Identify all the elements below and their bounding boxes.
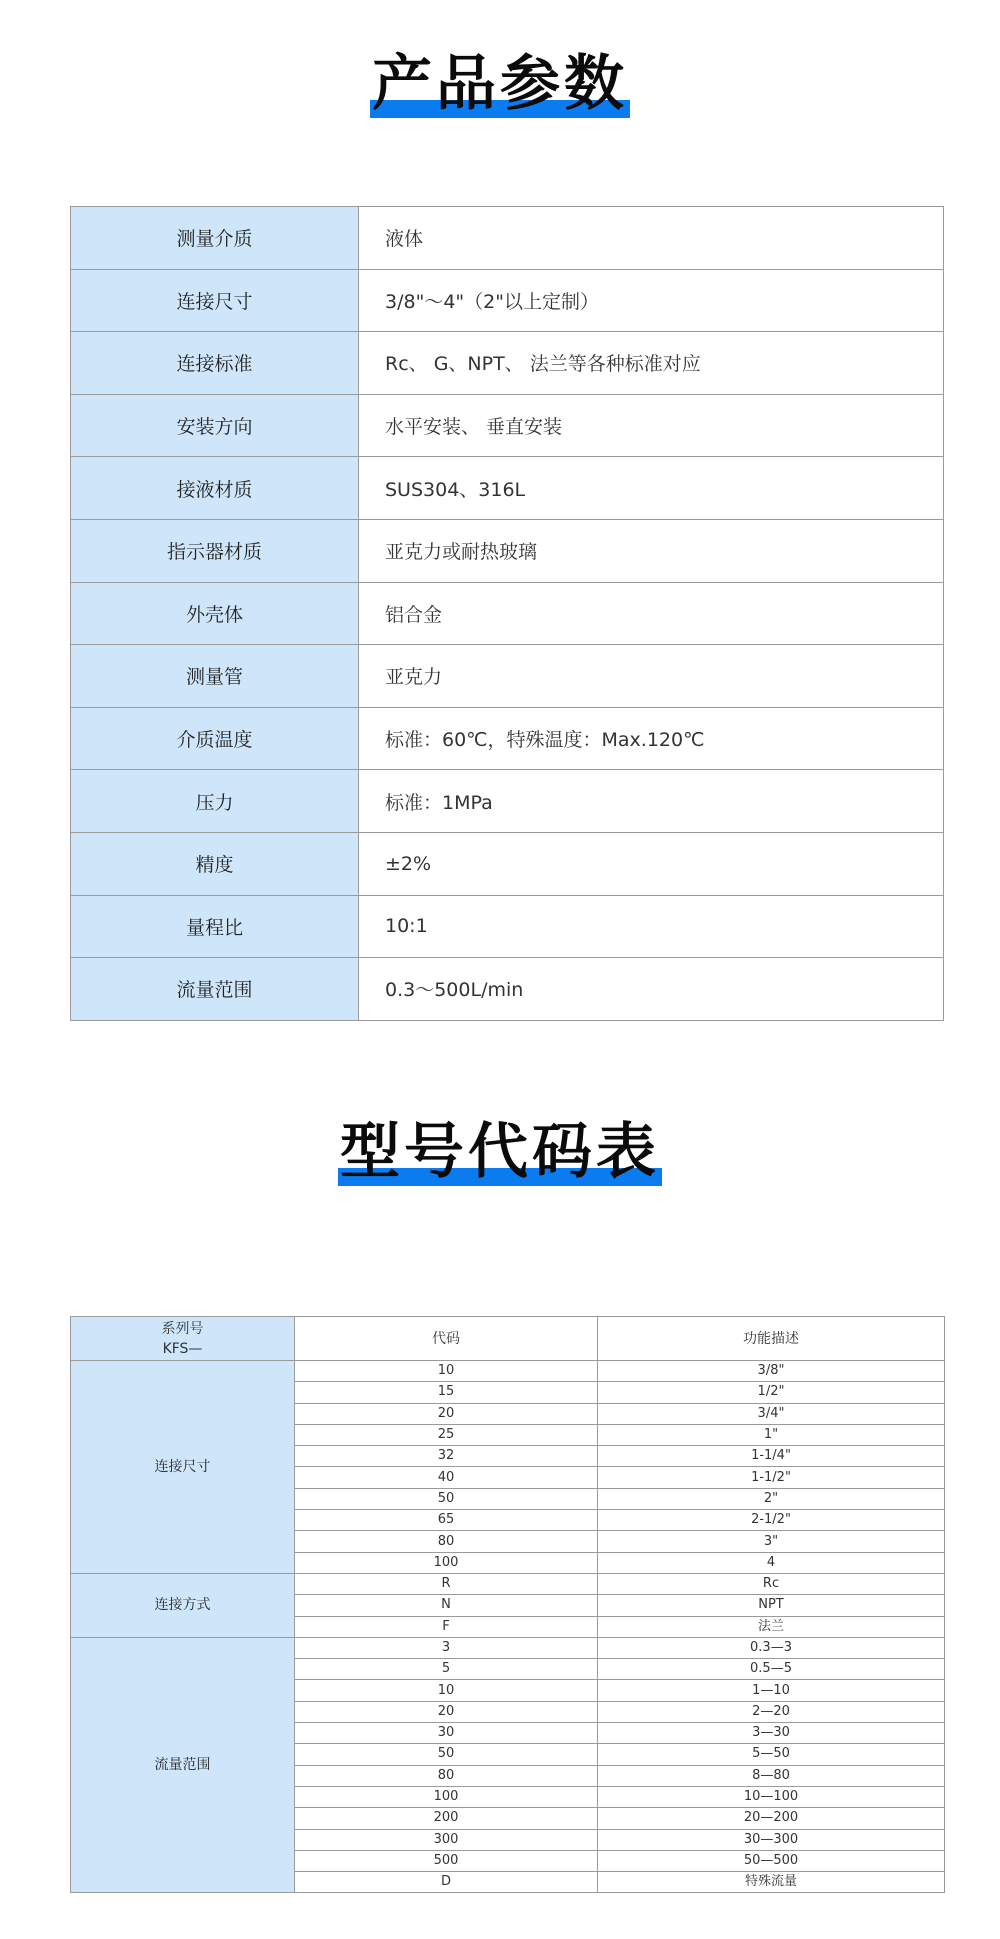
desc-cell: 2" xyxy=(598,1488,945,1509)
params-title-text: 产品参数 xyxy=(372,49,628,119)
param-key: 指示器材质 xyxy=(71,519,359,582)
param-value: 标准：60℃，特殊温度：Max.120℃ xyxy=(359,707,944,770)
code-cell: 40 xyxy=(295,1467,598,1488)
code-cell: 80 xyxy=(295,1765,598,1786)
param-row xyxy=(71,207,944,270)
desc-cell: 3/8" xyxy=(598,1361,945,1382)
code-cell: 15 xyxy=(295,1382,598,1403)
desc-cell: 1" xyxy=(598,1424,945,1445)
param-value: 液体 xyxy=(359,207,944,270)
code-cell: 300 xyxy=(295,1829,598,1850)
code-cell: 25 xyxy=(295,1424,598,1445)
group-label: 流量范围 xyxy=(71,1637,295,1893)
param-value: ±2% xyxy=(359,832,944,895)
param-key: 连接尺寸 xyxy=(71,269,359,332)
code-cell: 50 xyxy=(295,1744,598,1765)
param-row xyxy=(71,707,944,770)
desc-cell: NPT xyxy=(598,1595,945,1616)
code-cell: F xyxy=(295,1616,598,1637)
desc-cell: 0.5—5 xyxy=(598,1659,945,1680)
desc-cell: 3" xyxy=(598,1531,945,1552)
codes-title-text: 型号代码表 xyxy=(340,1117,660,1187)
param-row xyxy=(71,457,944,520)
desc-cell: 1—10 xyxy=(598,1680,945,1701)
group-label: 连接方式 xyxy=(71,1573,295,1637)
desc-cell: 4 xyxy=(598,1552,945,1573)
desc-cell: Rc xyxy=(598,1573,945,1594)
params-section-title xyxy=(0,48,1000,120)
param-value: 标准：1MPa xyxy=(359,770,944,833)
code-cell: 20 xyxy=(295,1403,598,1424)
param-value: Rc、 G、NPT、 法兰等各种标准对应 xyxy=(359,332,944,395)
desc-cell: 8—80 xyxy=(598,1765,945,1786)
desc-cell: 1-1/2" xyxy=(598,1467,945,1488)
desc-cell: 50—500 xyxy=(598,1850,945,1871)
desc-cell: 特殊流量 xyxy=(598,1872,945,1893)
param-key: 流量范围 xyxy=(71,958,359,1021)
param-row xyxy=(71,645,944,708)
code-row xyxy=(71,1361,945,1382)
param-value: SUS304、316L xyxy=(359,457,944,520)
param-key: 介质温度 xyxy=(71,707,359,770)
code-cell: 100 xyxy=(295,1552,598,1573)
param-key: 连接标准 xyxy=(71,332,359,395)
desc-cell: 1-1/4" xyxy=(598,1446,945,1467)
code-cell: 10 xyxy=(295,1680,598,1701)
desc-cell: 法兰 xyxy=(598,1616,945,1637)
code-cell: 500 xyxy=(295,1850,598,1871)
param-row xyxy=(71,895,944,958)
model-code-table xyxy=(70,1316,945,1893)
desc-cell: 1/2" xyxy=(598,1382,945,1403)
series-value: KFS— xyxy=(162,1340,203,1357)
param-key: 压力 xyxy=(71,770,359,833)
param-key: 接液材质 xyxy=(71,457,359,520)
param-row xyxy=(71,958,944,1021)
code-cell: 20 xyxy=(295,1701,598,1722)
desc-cell: 0.3—3 xyxy=(598,1637,945,1658)
param-row xyxy=(71,582,944,645)
code-cell: 100 xyxy=(295,1786,598,1807)
param-row xyxy=(71,269,944,332)
code-cell: D xyxy=(295,1872,598,1893)
code-cell: 65 xyxy=(295,1510,598,1531)
group-label: 连接尺寸 xyxy=(71,1361,295,1574)
param-key: 外壳体 xyxy=(71,582,359,645)
param-value: 0.3～500L/min xyxy=(359,958,944,1021)
series-label: 系列号 xyxy=(161,1320,204,1337)
code-cell: R xyxy=(295,1573,598,1594)
code-row xyxy=(71,1637,945,1658)
desc-cell: 2—20 xyxy=(598,1701,945,1722)
code-cell: N xyxy=(295,1595,598,1616)
code-cell: 3 xyxy=(295,1637,598,1658)
code-cell: 200 xyxy=(295,1808,598,1829)
desc-cell: 30—300 xyxy=(598,1829,945,1850)
desc-cell: 3/4" xyxy=(598,1403,945,1424)
param-row xyxy=(71,394,944,457)
desc-cell: 2-1/2" xyxy=(598,1510,945,1531)
param-key: 安装方向 xyxy=(71,394,359,457)
desc-cell: 10—100 xyxy=(598,1786,945,1807)
code-cell: 80 xyxy=(295,1531,598,1552)
param-key: 测量管 xyxy=(71,645,359,708)
desc-cell: 3—30 xyxy=(598,1723,945,1744)
code-row xyxy=(71,1573,945,1594)
code-cell: 10 xyxy=(295,1361,598,1382)
param-key: 测量介质 xyxy=(71,207,359,270)
param-key: 量程比 xyxy=(71,895,359,958)
code-cell: 5 xyxy=(295,1659,598,1680)
param-value: 亚克力或耐热玻璃 xyxy=(359,519,944,582)
param-value: 10:1 xyxy=(359,895,944,958)
code-cell: 32 xyxy=(295,1446,598,1467)
params-table xyxy=(70,206,944,1021)
param-value: 铝合金 xyxy=(359,582,944,645)
param-value: 3/8"～4"（2"以上定制） xyxy=(359,269,944,332)
desc-cell: 20—200 xyxy=(598,1808,945,1829)
param-row xyxy=(71,332,944,395)
param-row xyxy=(71,832,944,895)
code-cell: 30 xyxy=(295,1723,598,1744)
series-cell xyxy=(71,1317,295,1361)
param-row xyxy=(71,770,944,833)
param-value: 亚克力 xyxy=(359,645,944,708)
desc-cell: 5—50 xyxy=(598,1744,945,1765)
desc-column-header: 功能描述 xyxy=(598,1317,945,1361)
param-value: 水平安装、 垂直安装 xyxy=(359,394,944,457)
codes-section-title xyxy=(0,1116,1000,1188)
code-column-header: 代码 xyxy=(295,1317,598,1361)
code-table-header-row xyxy=(71,1317,945,1361)
code-cell: 50 xyxy=(295,1488,598,1509)
param-key: 精度 xyxy=(71,832,359,895)
param-row xyxy=(71,519,944,582)
